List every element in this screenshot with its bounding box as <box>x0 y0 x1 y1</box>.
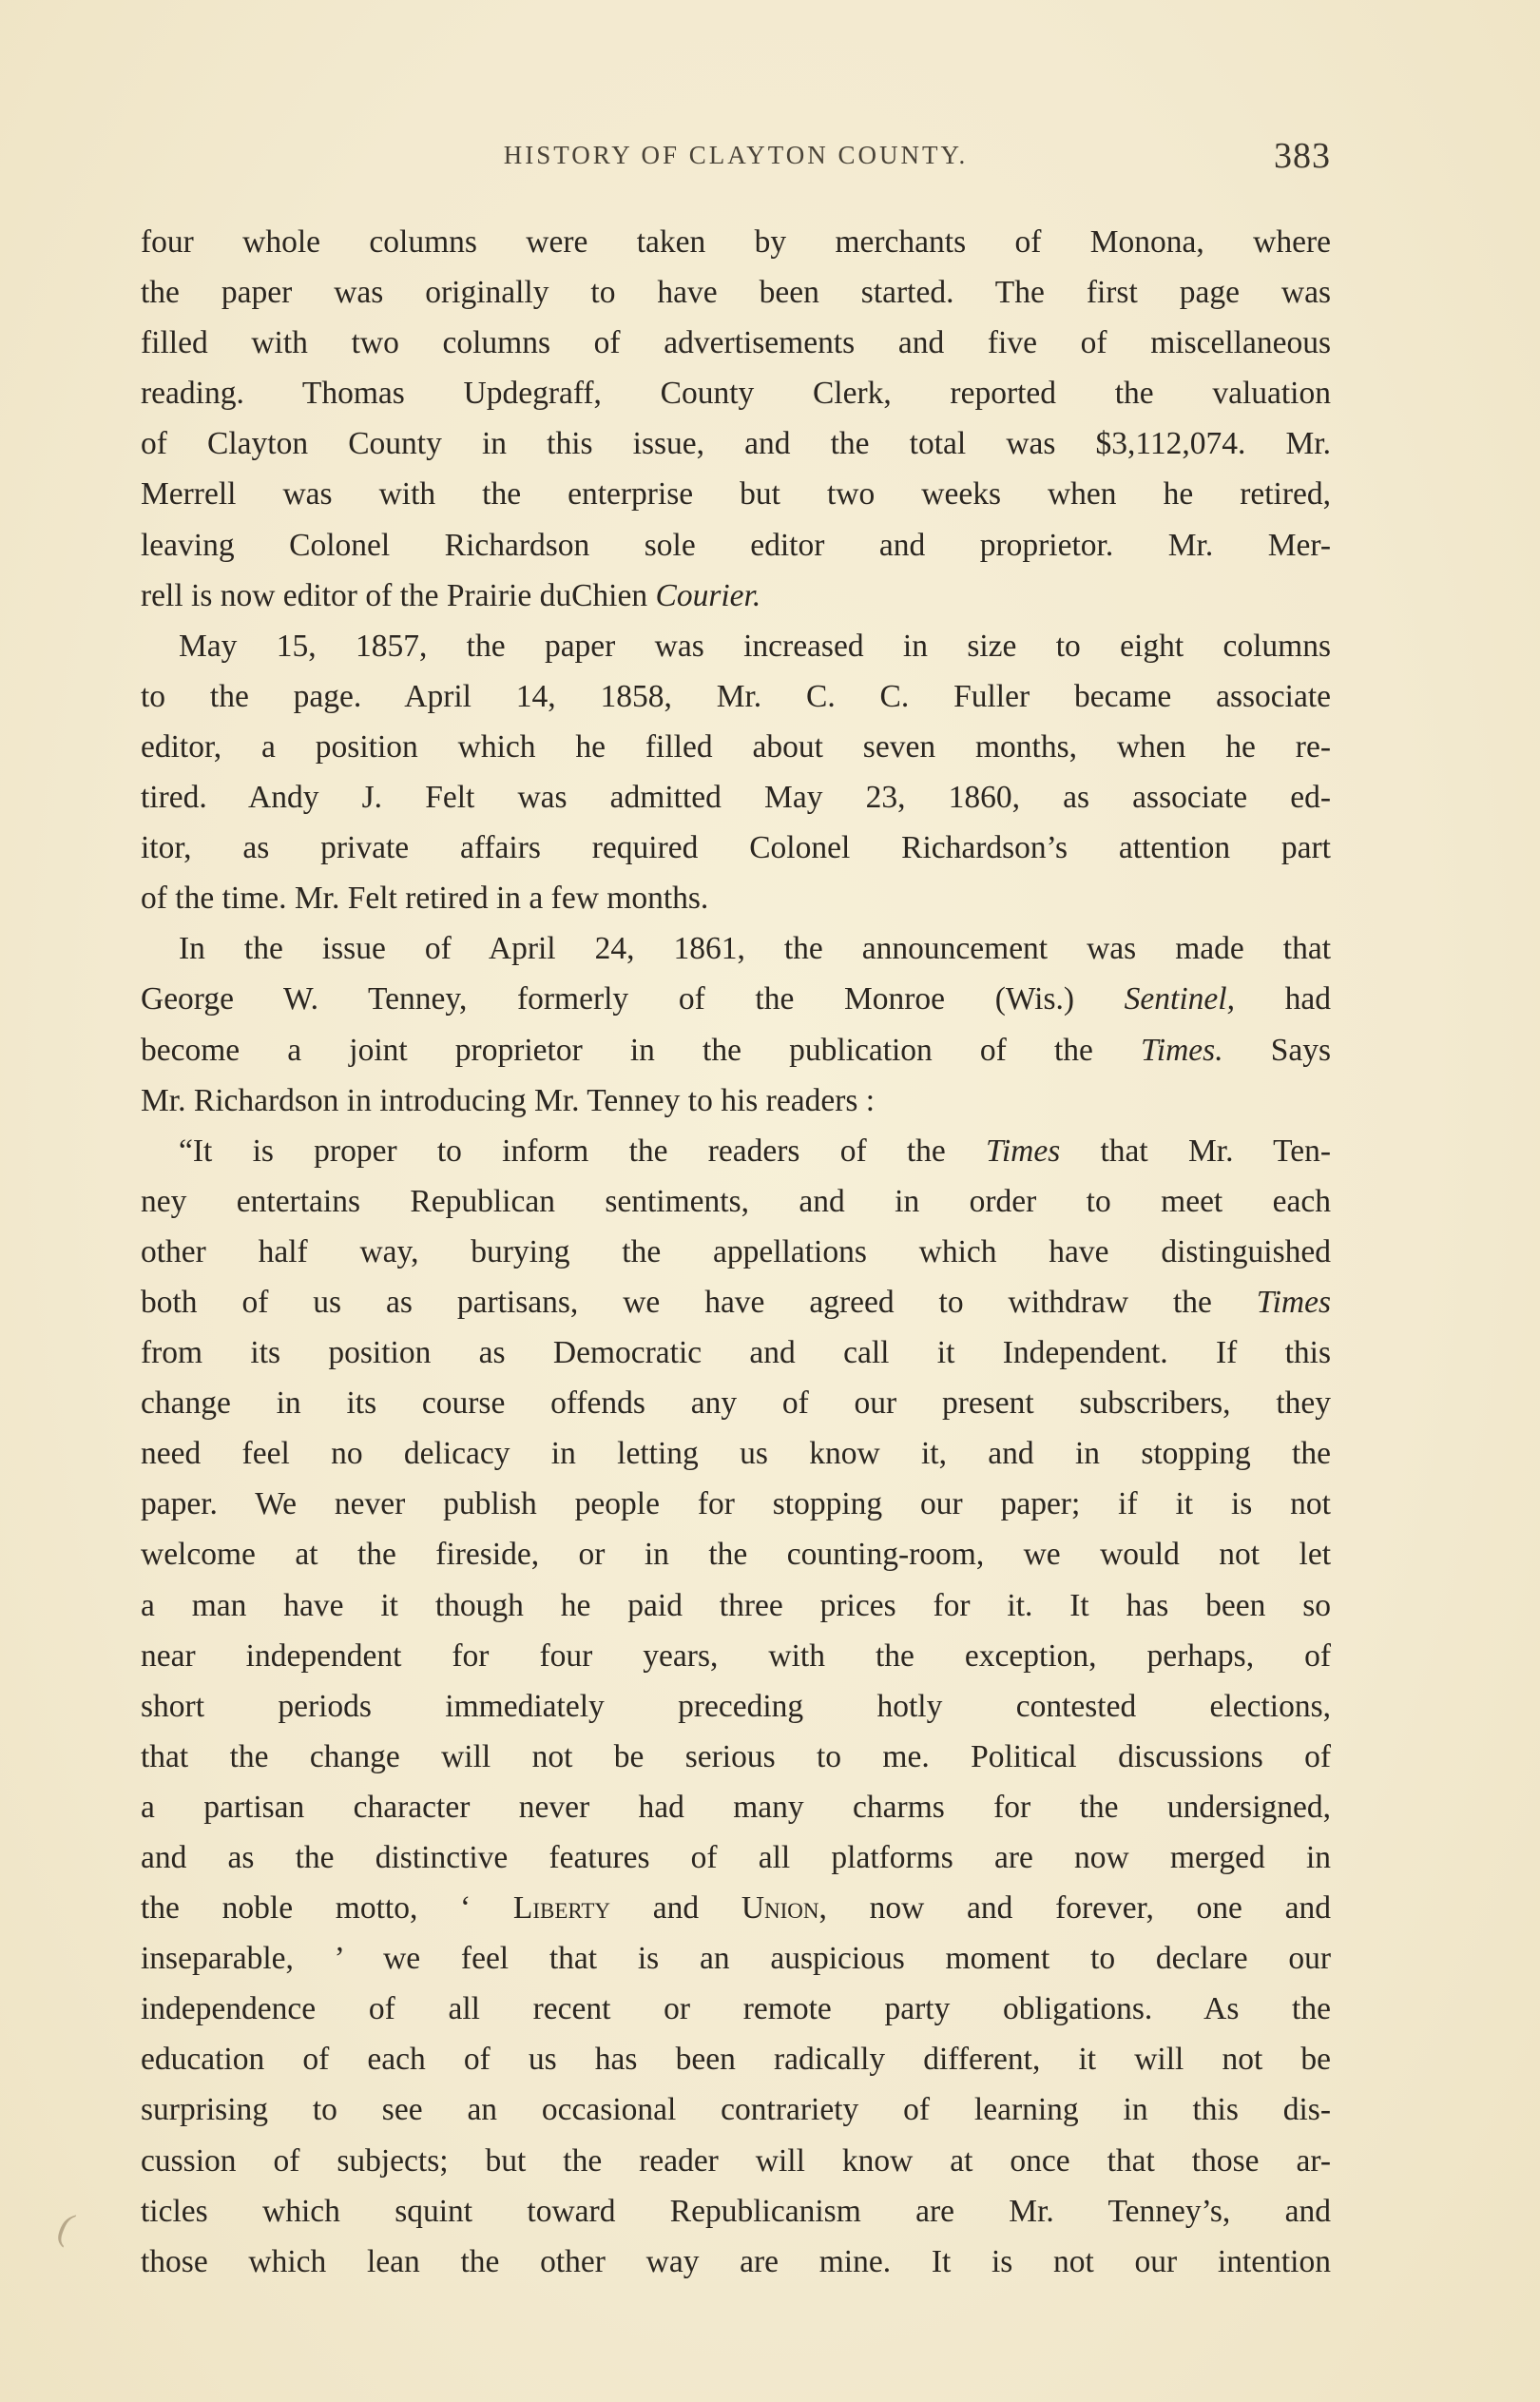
text-line <box>141 2084 1331 2135</box>
text-run: a partisan character never had many charms for the undersigned, <box>141 1789 1331 1825</box>
text-line <box>141 974 1331 1024</box>
text-run: leaving Colonel Richardson sole editor and proprietor. Mr. Mer- <box>141 527 1331 563</box>
margin-mark: ( <box>54 2204 76 2249</box>
text-line <box>141 520 1331 571</box>
text-run: reading. Thomas Updegraff, County Clerk, reported the valuation <box>141 376 1331 412</box>
text-run: had <box>1234 981 1331 1017</box>
text-run: rell is now editor of the Prairie duChien <box>141 577 656 613</box>
small-caps-text: Union <box>741 1890 819 1927</box>
text-run: ney entertains Republican sentiments, and in order to meet each <box>141 1183 1331 1219</box>
text-run: and as the distinctive features of all platforms are now merged in <box>141 1840 1331 1875</box>
text-run: education of each of us has been radically different, it will not be <box>141 2042 1331 2078</box>
text-run: a man have it though he paid three prices for it. It has been so <box>141 1587 1331 1623</box>
text-run: those which lean the other way are mine. It is not our intention <box>141 2243 1331 2279</box>
text-run: , now and forever, one and <box>818 1890 1331 1927</box>
text-run: to the page. April 14, 1858, Mr. C. C. Fuller became associate <box>141 678 1331 714</box>
text-line <box>141 621 1331 671</box>
page-number: 383 <box>1274 136 1331 176</box>
text-run: Merrell was with the enterprise but two weeks when he retired, <box>141 476 1331 513</box>
text-line <box>141 1126 1331 1176</box>
text-line <box>141 2186 1331 2237</box>
text-line <box>141 1378 1331 1428</box>
italic-text: Times. <box>1141 1032 1223 1068</box>
text-run: editor, a position which he filled about seven months, when he re- <box>141 728 1331 765</box>
text-line <box>141 1984 1331 2034</box>
text-line <box>141 1631 1331 1681</box>
text-run: that the change will not be serious to me. Political discussions of <box>141 1738 1331 1774</box>
text-line <box>141 1933 1331 1984</box>
italic-text: Sentinel, <box>1124 981 1235 1017</box>
text-run: filled with two columns of advertisements and five of miscellaneous <box>141 325 1331 361</box>
text-line <box>141 873 1331 923</box>
text-line <box>141 772 1331 823</box>
text-line <box>141 1075 1331 1126</box>
text-line <box>141 1782 1331 1832</box>
text-run: itor, as private affairs required Colonel Richardson’s attention part <box>141 830 1331 866</box>
text-line <box>141 318 1331 368</box>
body-text <box>141 217 1331 2287</box>
text-run: short periods immediately preceding hotly contested elections, <box>141 1688 1331 1724</box>
text-run: four whole columns were taken by merchants of Monona, where <box>141 224 1331 260</box>
small-caps-text: Liberty <box>512 1890 611 1927</box>
text-run: Says <box>1222 1032 1331 1068</box>
text-line <box>141 823 1331 873</box>
text-line <box>141 1681 1331 1732</box>
text-run: of the time. Mr. Felt retired in a few months. <box>141 881 709 917</box>
running-head <box>141 135 1331 183</box>
text-line <box>141 1732 1331 1782</box>
text-run: Mr. Richardson in introducing Mr. Tenney to his readers : <box>141 1082 876 1118</box>
italic-text: Times <box>1256 1284 1331 1320</box>
text-run: become a joint proprietor in the publication of the <box>141 1032 1141 1068</box>
text-run: “It is proper to inform the readers of the <box>179 1133 987 1169</box>
italic-text: Courier. <box>655 577 761 613</box>
text-line <box>141 418 1331 469</box>
text-run: change in its course offends any of our present subscribers, they <box>141 1385 1331 1422</box>
text-run: that Mr. Ten- <box>1060 1133 1331 1169</box>
text-line <box>141 2237 1331 2287</box>
text-line <box>141 1176 1331 1227</box>
text-line <box>141 722 1331 772</box>
text-line <box>141 1327 1331 1378</box>
text-run: the noble motto, ‘ <box>141 1890 513 1927</box>
text-run: cussion of subjects; but the reader will know at once that those ar- <box>141 2142 1331 2179</box>
text-run: paper. We never publish people for stopping our paper; if it is not <box>141 1486 1331 1522</box>
text-run: from its position as Democratic and call it Independent. If this <box>141 1335 1331 1371</box>
text-run: ticles which squint toward Republicanism are Mr. Tenney’s, and <box>141 2193 1331 2229</box>
text-run: George W. Tenney, formerly of the Monroe (Wis.) <box>141 981 1125 1017</box>
text-run: need feel no delicacy in letting us know it, and in stopping the <box>141 1436 1331 1472</box>
text-run: both of us as partisans, we have agreed to withdraw the <box>141 1284 1257 1320</box>
text-line <box>141 923 1331 974</box>
italic-text: Times <box>986 1133 1061 1169</box>
running-title: HISTORY OF CLAYTON COUNTY. <box>503 141 969 169</box>
text-line <box>141 1832 1331 1883</box>
text-line <box>141 267 1331 318</box>
text-run: tired. Andy J. Felt was admitted May 23, 1860, as associate ed- <box>141 780 1331 816</box>
text-line <box>141 1227 1331 1277</box>
text-line <box>141 1479 1331 1529</box>
text-line <box>141 1428 1331 1479</box>
text-line <box>141 2136 1331 2186</box>
text-run: In the issue of April 24, 1861, the announcement was made that <box>179 931 1331 967</box>
text-run: surprising to see an occasional contrariety of learning in this dis- <box>141 2092 1331 2128</box>
text-line <box>141 571 1331 621</box>
text-run: and <box>610 1890 741 1927</box>
text-line <box>141 1025 1331 1075</box>
text-line <box>141 1529 1331 1579</box>
text-run: near independent for four years, with the exception, perhaps, of <box>141 1637 1331 1674</box>
text-run: welcome at the fireside, or in the counting-room, we would not let <box>141 1537 1331 1573</box>
text-line <box>141 1580 1331 1631</box>
text-line <box>141 1277 1331 1327</box>
text-line <box>141 2034 1331 2084</box>
text-run: other half way, burying the appellations which have distinguished <box>141 1233 1331 1269</box>
text-line <box>141 469 1331 519</box>
text-run: May 15, 1857, the paper was increased in size to eight columns <box>179 628 1331 664</box>
text-line <box>141 217 1331 267</box>
text-line <box>141 368 1331 418</box>
text-line <box>141 1883 1331 1933</box>
text-line <box>141 671 1331 722</box>
text-run: independence of all recent or remote party obligations. As the <box>141 1991 1331 2027</box>
text-run: the paper was originally to have been started. The first page was <box>141 275 1331 311</box>
text-run: of Clayton County in this issue, and the total was $3,112,074. Mr. <box>141 426 1331 462</box>
text-run: inseparable, ’ we feel that is an auspicious moment to declare our <box>141 1941 1331 1977</box>
